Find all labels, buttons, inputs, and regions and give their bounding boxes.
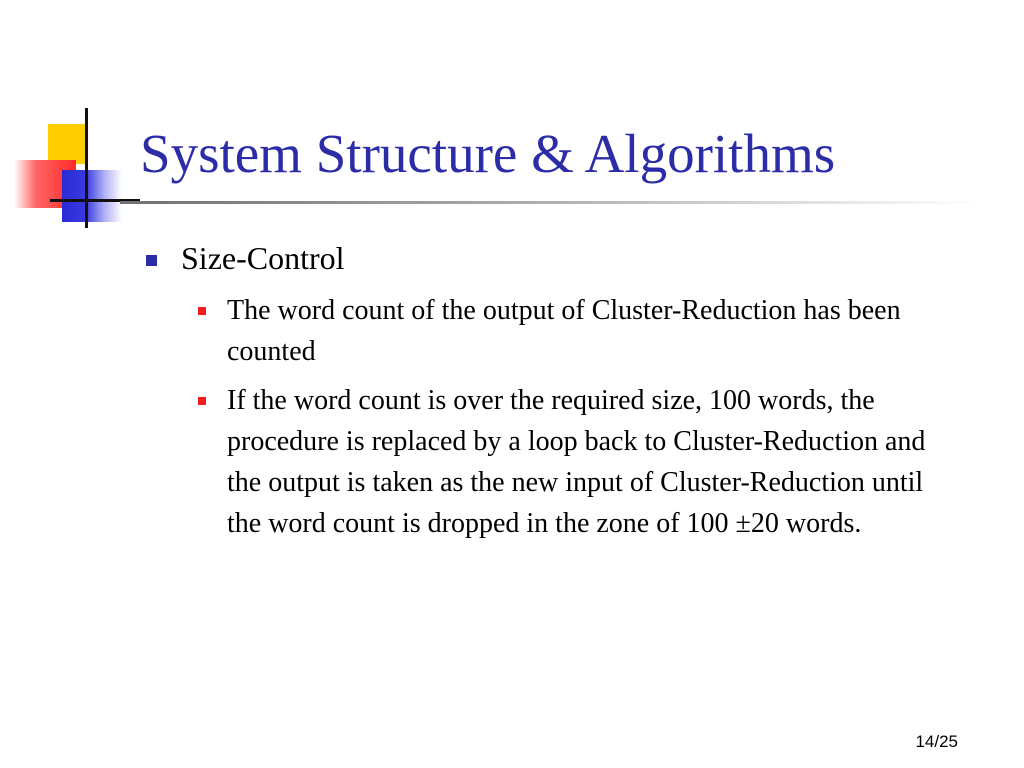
slide-title: System Structure & Algorithms [140, 123, 836, 184]
logo-yellow-square [48, 124, 88, 164]
sub-bullet-item [195, 380, 955, 544]
sub-bullet-text: If the word count is over the required size, 100 words, the procedure is replaced by a loop back to Cluster-Reduction and the output is taken as the new input of Cluster-Reduction until the word count is dropped in the zone of 100 ±20 words. [227, 385, 926, 539]
square-bullet-icon [146, 255, 157, 266]
squares-logo-icon [0, 0, 160, 240]
logo-blue-square [62, 170, 122, 222]
bullet-label: Size-Control [181, 240, 345, 276]
square-bullet-icon [198, 307, 206, 315]
sub-bullet-item [195, 290, 955, 372]
square-bullet-icon [198, 397, 206, 405]
bullet-item-size-control [143, 238, 963, 278]
sub-bullet-text: The word count of the output of Cluster-Reduction has been counted [227, 295, 901, 367]
page-number: 14/25 [915, 732, 958, 751]
logo-vertical-line [85, 108, 88, 228]
title-divider [120, 201, 980, 204]
sub-bullet-list [195, 290, 955, 552]
